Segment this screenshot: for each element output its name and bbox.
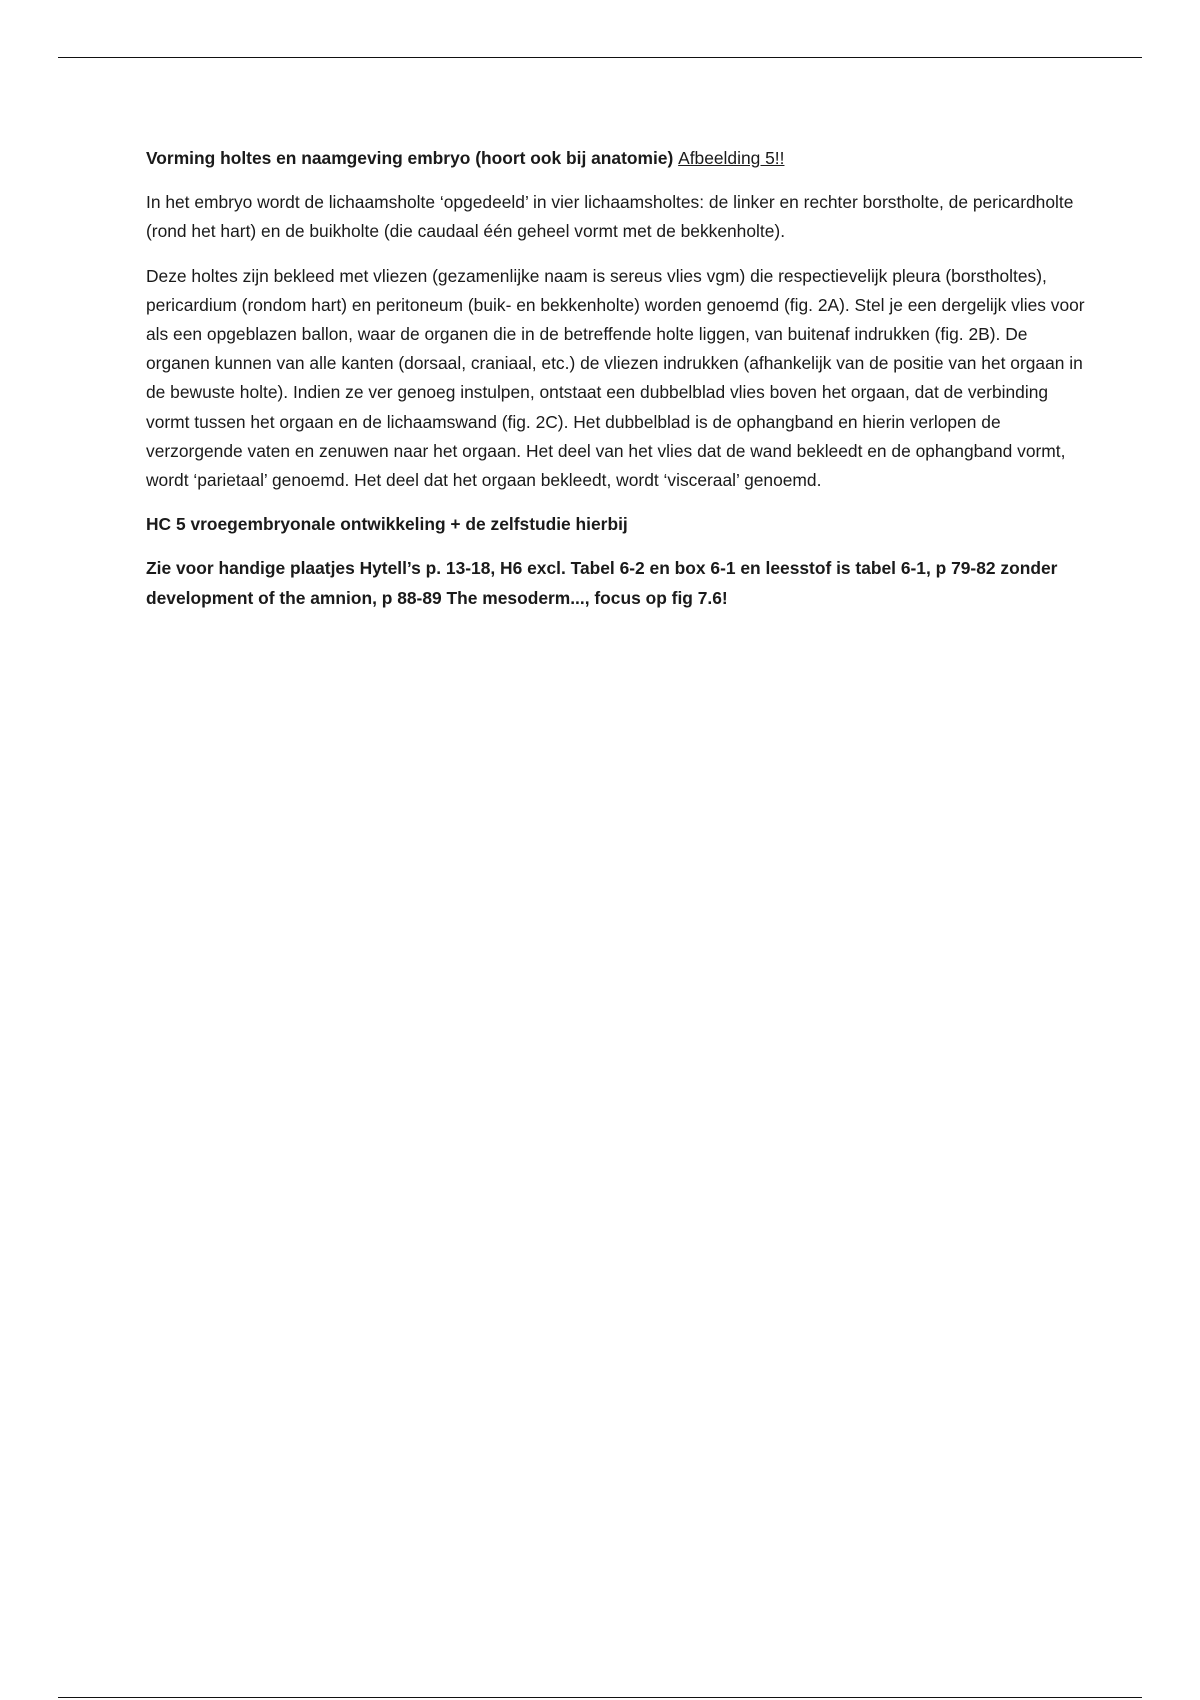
document-body (146, 144, 1088, 627)
section-heading (146, 144, 1088, 173)
paragraph-serous-membranes: Deze holtes zijn bekleed met vliezen (gezamenlijke naam is sereus vlies vgm) die respectievelijk pleura (borstholtes), pericardium (rondom hart) en peritoneum (buik- en bekkenholte) worden genoemd (fig. 2A). Stel je een dergelijk vlies voor als een opgeblazen ballon, waar de organen die in de betreffende holte liggen, van buitenaf indrukken (fig. 2B). De organen kunnen van alle kanten (dorsaal, craniaal, etc.) de vliezen indrukken (afhankelijk van de positie van het orgaan in de bewuste holte). Indien ze ver genoeg instulpen, ontstaat een dubbelblad vlies boven het orgaan, dat de verbinding vormt tussen het orgaan en de lichaamswand (fig. 2C). Het dubbelblad is de ophangband en hierin verlopen de verzorgende vaten en zenuwen naar het orgaan. Het deel van het vlies dat de wand bekleedt en de ophangband vormt, wordt ‘parietaal’ genoemd. Het deel dat het orgaan bekleedt, wordt ‘visceraal’ genoemd. (146, 265, 1085, 491)
header-rule (58, 57, 1142, 58)
footer-rule (58, 1697, 1142, 1698)
section-heading-title: Vorming holtes en naamgeving embryo (hoort ook bij anatomie) (146, 148, 674, 168)
study-note: Zie voor handige plaatjes Hytell’s p. 13-18, H6 excl. Tabel 6-2 en box 6-1 en leesstof is tabel 6-1, p 79-82 zonder development of the amnion, p 88-89 The mesoderm..., focus op fig 7.6! (146, 558, 1058, 608)
paragraph-body-cavities: In het embryo wordt de lichaamsholte ‘opgedeeld’ in vier lichaamsholtes: de linker en rechter borstholte, de pericardholte (rond het hart) en de buikholte (die caudaal één geheel vormt met de bekkenholte). (146, 192, 1074, 242)
lecture-heading: HC 5 vroegembryonale ontwikkeling + de zelfstudie hierbij (146, 514, 628, 535)
figure-link[interactable]: Afbeelding 5!! (678, 148, 785, 168)
